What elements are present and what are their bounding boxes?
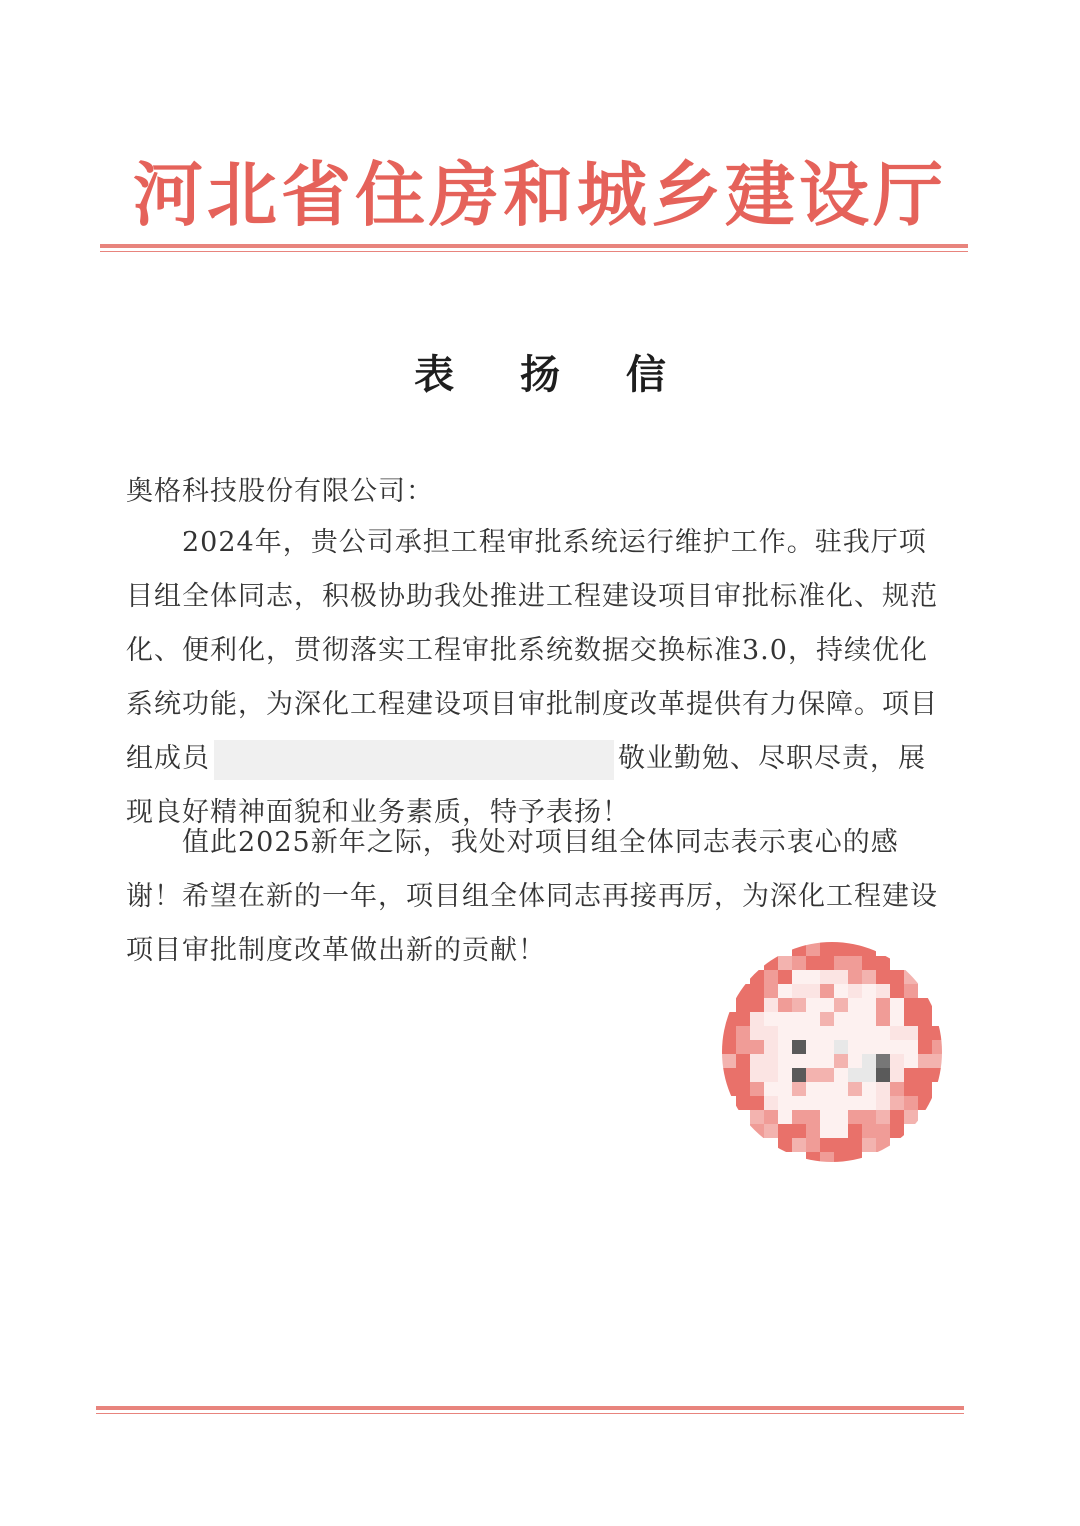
seal-mosaic-cell: [834, 970, 848, 984]
seal-mosaic-cell: [904, 984, 918, 998]
seal-mosaic-cell: [834, 942, 848, 956]
seal-mosaic-cell: [862, 998, 876, 1012]
seal-mosaic-cell: [792, 1068, 806, 1082]
seal-mosaic-cell: [806, 1152, 820, 1162]
seal-mosaic-cell: [820, 942, 834, 956]
seal-mosaic-cell: [848, 984, 862, 998]
seal-mosaic-cell: [820, 1040, 834, 1054]
seal-mosaic-cell: [806, 1012, 820, 1026]
seal-mosaic-cell: [764, 1110, 778, 1124]
redacted-names-block: [214, 740, 614, 780]
seal-mosaic-cell: [820, 1054, 834, 1068]
seal-mosaic-cell: [862, 1110, 876, 1124]
seal-mosaic-cell: [778, 1068, 792, 1082]
seal-mosaic-cell: [806, 984, 820, 998]
seal-mosaic-cell: [736, 998, 750, 1012]
seal-mosaic-cell: [792, 1138, 806, 1152]
paragraph-2: 值此2025新年之际，我处对项目组全体同志表示衷心的感谢！希望在新的一年，项目组全体同志再接再厉，为深化工程建设项目审批制度改革做出新的贡献！: [126, 827, 938, 966]
seal-mosaic-cell: [834, 1138, 848, 1152]
seal-mosaic-cell: [764, 984, 778, 998]
seal-mosaic-cell: [834, 1040, 848, 1054]
seal-mosaic-cell: [778, 1082, 792, 1096]
seal-mosaic-cell: [778, 1096, 792, 1110]
seal-mosaic-cell: [736, 1096, 750, 1110]
seal-mosaic-cell: [806, 1068, 820, 1082]
paragraph-1-text-a: 2024年，贵公司承担工程审批系统运行维护工作。驻我厅项目组全体同志，积极协助我处推进工程建设项目审批标准化、规范化、便利化，贯彻落实工程审批系统数据交换标准3.0，持续优化系统功能，为深化工程建设项目审批制度改革提供有力保障。项目组成员: [126, 527, 938, 774]
seal-mosaic-cell: [764, 1040, 778, 1054]
seal-mosaic-cell: [918, 1068, 932, 1082]
seal-mosaic-cell: [778, 1110, 792, 1124]
seal-mosaic-cell: [890, 1068, 904, 1082]
seal-mosaic-cell: [820, 1124, 834, 1138]
seal-mosaic-cell: [848, 1096, 862, 1110]
seal-mosaic-cell: [904, 1110, 918, 1124]
seal-mosaic-cell: [876, 1040, 890, 1054]
seal-mosaic-cell: [778, 998, 792, 1012]
seal-mosaic-cell: [834, 1054, 848, 1068]
seal-mosaic-cell: [904, 1068, 918, 1082]
seal-mosaic-cell: [736, 1082, 750, 1096]
seal-mosaic-cell: [792, 1082, 806, 1096]
seal-mosaic-cell: [890, 998, 904, 1012]
seal-mosaic-cell: [722, 1040, 736, 1054]
seal-mosaic-cell: [932, 1026, 942, 1040]
seal-mosaic-cell: [918, 1054, 932, 1068]
seal-mosaic-cell: [792, 956, 806, 970]
seal-mosaic-cell: [820, 1110, 834, 1124]
seal-mosaic-cell: [848, 1012, 862, 1026]
seal-mosaic-cell: [876, 1068, 890, 1082]
seal-mosaic-cell: [834, 1068, 848, 1082]
seal-mosaic-cell: [820, 956, 834, 970]
seal-mosaic-cell: [806, 970, 820, 984]
seal-mosaic-cell: [890, 1082, 904, 1096]
seal-mosaic-cell: [764, 970, 778, 984]
seal-mosaic-cell: [722, 1068, 736, 1082]
seal-mosaic-cell: [806, 1110, 820, 1124]
seal-mosaic-cell: [862, 1068, 876, 1082]
seal-mosaic-cell: [736, 984, 750, 998]
seal-mosaic-cell: [806, 956, 820, 970]
seal-mosaic-cell: [918, 1082, 932, 1096]
seal-mosaic-cell: [806, 998, 820, 1012]
seal-mosaic-cell: [834, 1124, 848, 1138]
header-divider: [100, 244, 968, 253]
seal-mosaic-cell: [792, 1054, 806, 1068]
seal-mosaic-cell: [862, 1054, 876, 1068]
seal-mosaic-cell: [848, 1040, 862, 1054]
seal-mosaic-cell: [918, 1096, 932, 1110]
seal-mosaic-cell: [820, 998, 834, 1012]
seal-mosaic-cell: [820, 1138, 834, 1152]
seal-mosaic-cell: [736, 1012, 750, 1026]
seal-mosaic-cell: [890, 1124, 904, 1138]
seal-mosaic-cell: [890, 970, 904, 984]
seal-mosaic-cell: [750, 1054, 764, 1068]
seal-mosaic-cell: [904, 1082, 918, 1096]
seal-mosaic-cell: [778, 956, 792, 970]
seal-mosaic-cell: [862, 1012, 876, 1026]
seal-mosaic-cell: [820, 1026, 834, 1040]
seal-mosaic-cell: [834, 1026, 848, 1040]
seal-mosaic-cell: [890, 1054, 904, 1068]
seal-mosaic-cell: [736, 1054, 750, 1068]
seal-mosaic-cell: [876, 1082, 890, 1096]
seal-mosaic-cell: [932, 1040, 942, 1054]
seal-mosaic-cell: [876, 1054, 890, 1068]
seal-mosaic-cell: [862, 1040, 876, 1054]
seal-mosaic-cell: [778, 1040, 792, 1054]
seal-mosaic-cell: [750, 1068, 764, 1082]
seal-mosaic-cell: [778, 1012, 792, 1026]
seal-mosaic-cell: [848, 998, 862, 1012]
seal-mosaic-cell: [778, 984, 792, 998]
seal-mosaic-cell: [862, 956, 876, 970]
seal-mosaic-cell: [778, 970, 792, 984]
seal-mosaic-cell: [722, 1054, 736, 1068]
seal-mosaic-cell: [778, 1026, 792, 1040]
seal-mosaic-cell: [904, 1054, 918, 1068]
seal-mosaic-cell: [750, 1082, 764, 1096]
seal-mosaic-cell: [848, 1026, 862, 1040]
seal-mosaic-cell: [834, 1082, 848, 1096]
seal-mosaic-cell: [792, 998, 806, 1012]
seal-mosaic-cell: [750, 1040, 764, 1054]
seal-mosaic-cell: [834, 1012, 848, 1026]
seal-mosaic-cell: [862, 984, 876, 998]
seal-mosaic-cell: [750, 1012, 764, 1026]
seal-mosaic-cell: [778, 1124, 792, 1138]
footer-divider: [96, 1406, 964, 1415]
seal-mosaic-cell: [792, 1026, 806, 1040]
seal-mosaic-cell: [806, 1138, 820, 1152]
seal-mosaic-cell: [792, 1096, 806, 1110]
seal-mosaic-cell: [932, 1054, 942, 1068]
seal-mosaic-cell: [736, 1040, 750, 1054]
seal-mosaic-cell: [904, 1026, 918, 1040]
seal-mosaic-cell: [792, 1124, 806, 1138]
seal-mosaic-cell: [764, 1096, 778, 1110]
seal-mosaic-cell: [820, 1068, 834, 1082]
seal-mosaic-cell: [722, 1026, 736, 1040]
seal-mosaic-cell: [862, 1124, 876, 1138]
seal-mosaic-cell: [764, 1054, 778, 1068]
seal-mosaic-cell: [792, 1040, 806, 1054]
seal-mosaic-cell: [862, 1096, 876, 1110]
salutation: 奥格科技股份有限公司：: [126, 476, 434, 507]
seal-mosaic-cell: [862, 1082, 876, 1096]
seal-mosaic-cell: [848, 970, 862, 984]
seal-mosaic-cell: [848, 1068, 862, 1082]
seal-mosaic-cell: [806, 1124, 820, 1138]
seal-mosaic-cell: [806, 1040, 820, 1054]
seal-mosaic-cell: [918, 1012, 932, 1026]
seal-mosaic-cell: [820, 984, 834, 998]
seal-mosaic-cell: [806, 1096, 820, 1110]
seal-mosaic-cell: [862, 1138, 876, 1152]
seal-mosaic-cell: [848, 1152, 862, 1162]
seal-mosaic-cell: [806, 1054, 820, 1068]
seal-mosaic-cell: [918, 1040, 932, 1054]
seal-mosaic-cell: [890, 984, 904, 998]
seal-mosaic-cell: [764, 1124, 778, 1138]
seal-mosaic-cell: [792, 984, 806, 998]
seal-mosaic-cell: [890, 1012, 904, 1026]
seal-mosaic-cell: [736, 1068, 750, 1082]
seal-mosaic-cell: [876, 1110, 890, 1124]
seal-mosaic-cell: [834, 1110, 848, 1124]
seal-mosaic-cell: [834, 956, 848, 970]
seal-mosaic-cell: [736, 1026, 750, 1040]
seal-mosaic-cell: [848, 956, 862, 970]
seal-mosaic-cell: [890, 1110, 904, 1124]
seal-mosaic-cell: [876, 1124, 890, 1138]
seal-mosaic-cell: [820, 1082, 834, 1096]
seal-mosaic-cell: [862, 1026, 876, 1040]
seal-mosaic-cell: [820, 1096, 834, 1110]
seal-mosaic-cell: [806, 942, 820, 956]
seal-mosaic-cell: [904, 1012, 918, 1026]
seal-mosaic-cell: [848, 1124, 862, 1138]
seal-mosaic-cell: [876, 970, 890, 984]
seal-mosaic-cell: [750, 1124, 764, 1138]
seal-mosaic-cell: [834, 1096, 848, 1110]
seal-mosaic-cell: [722, 1012, 736, 1026]
seal-mosaic-cell: [918, 1026, 932, 1040]
seal-mosaic-cell: [750, 1026, 764, 1040]
seal-mosaic-cell: [890, 1096, 904, 1110]
seal-mosaic-cell: [876, 1026, 890, 1040]
seal-mosaic-cell: [876, 1012, 890, 1026]
seal-mosaic-image: [722, 942, 942, 1162]
seal-mosaic-cell: [848, 1110, 862, 1124]
seal-mosaic-cell: [750, 1110, 764, 1124]
seal-mosaic-cell: [890, 1040, 904, 1054]
seal-mosaic-cell: [792, 970, 806, 984]
seal-mosaic-cell: [834, 984, 848, 998]
seal-mosaic-cell: [778, 1054, 792, 1068]
header-org-name: 河北省住房和城乡建设厅: [133, 153, 947, 236]
seal-mosaic-cell: [764, 1026, 778, 1040]
seal-mosaic-cell: [876, 998, 890, 1012]
seal-mosaic-cell: [792, 1110, 806, 1124]
seal-mosaic-cell: [876, 984, 890, 998]
seal-mosaic-cell: [932, 1068, 942, 1082]
seal-mosaic-cell: [848, 1054, 862, 1068]
seal-mosaic-cell: [876, 1138, 890, 1152]
seal-mosaic-cell: [848, 1138, 862, 1152]
letter-title: 表 扬 信: [414, 351, 692, 398]
seal-mosaic-cell: [806, 1026, 820, 1040]
seal-mosaic-cell: [764, 1012, 778, 1026]
seal-mosaic-cell: [764, 998, 778, 1012]
paragraph-1: [126, 516, 946, 840]
seal-mosaic-cell: [904, 1096, 918, 1110]
seal-mosaic-cell: [904, 998, 918, 1012]
seal-mosaic-cell: [764, 1068, 778, 1082]
seal-mosaic-cell: [862, 970, 876, 984]
seal-mosaic-cell: [792, 1012, 806, 1026]
seal-mosaic-cell: [820, 1012, 834, 1026]
seal-mosaic-cell: [904, 1040, 918, 1054]
seal-mosaic-cell: [820, 970, 834, 984]
paragraph-1-text-b: 敬业勤勉、尽职尽责，展现良好精神面貌和业务素质，特予表扬！: [126, 743, 926, 828]
seal-mosaic-cell: [918, 998, 932, 1012]
seal-mosaic-cell: [750, 984, 764, 998]
seal-mosaic-cell: [750, 1096, 764, 1110]
seal-mosaic-cell: [876, 1096, 890, 1110]
seal-mosaic-cell: [722, 1082, 736, 1096]
seal-mosaic-cell: [890, 1026, 904, 1040]
seal-mosaic-cell: [834, 998, 848, 1012]
seal-mosaic-cell: [820, 1152, 834, 1162]
seal-mosaic-cell: [848, 1082, 862, 1096]
seal-mosaic-cell: [764, 1082, 778, 1096]
seal-mosaic-cell: [806, 1082, 820, 1096]
seal-mosaic-cell: [750, 998, 764, 1012]
seal-mosaic-cell: [876, 956, 890, 970]
seal-mosaic-cell: [834, 1152, 848, 1162]
seal-mosaic-cell: [778, 1138, 792, 1152]
official-seal-pixelated: [722, 942, 942, 1162]
